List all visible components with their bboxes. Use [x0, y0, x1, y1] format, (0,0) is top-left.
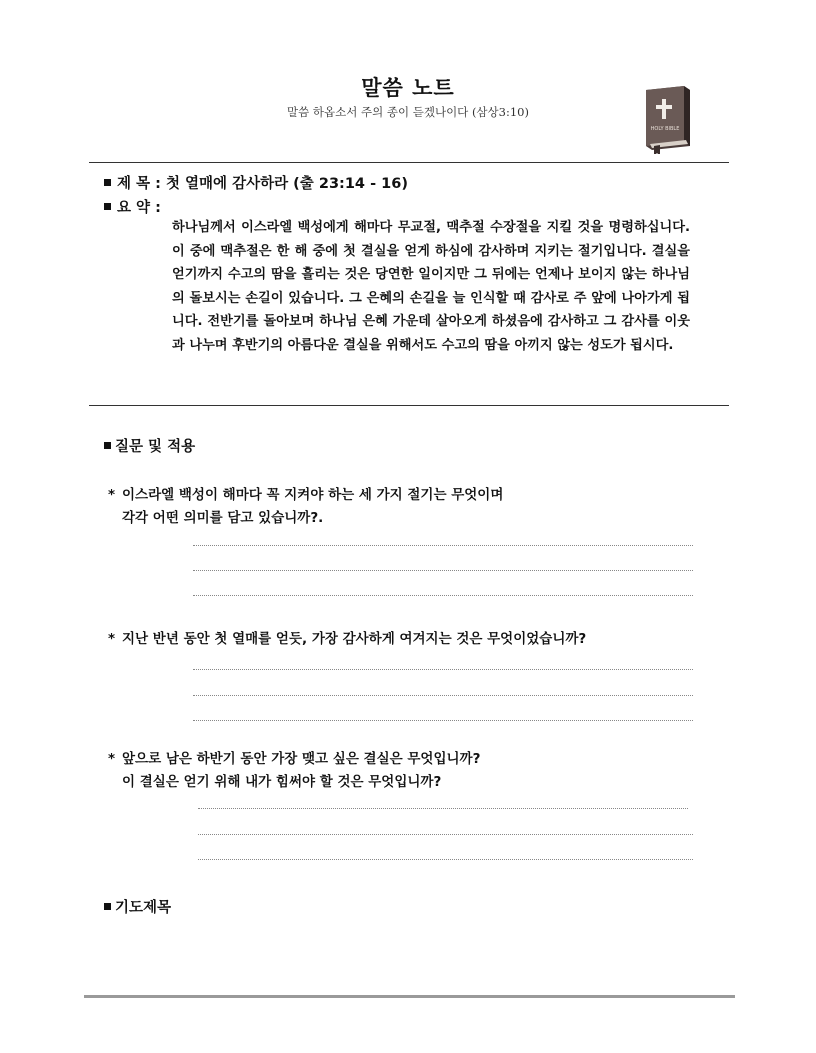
question-1-line1: 이스라엘 백성이 해마다 꼭 지켜야 하는 세 가지 절기는 무엇이며 — [122, 487, 504, 503]
answer-line[interactable] — [198, 808, 688, 809]
square-bullet-icon — [104, 203, 111, 210]
answer-line[interactable] — [198, 859, 693, 860]
summary-label: 요 약 : — [117, 200, 161, 216]
prayer-heading-text: 기도제목 — [115, 900, 172, 916]
question-1-line2: 각각 어떤 의미를 담고 있습니까?. — [122, 510, 324, 526]
bible-icon-label: HOLY BIBLE — [650, 126, 680, 132]
answer-line[interactable] — [193, 570, 693, 571]
answer-line[interactable] — [193, 669, 693, 670]
questions-heading-text: 질문 및 적용 — [115, 439, 196, 455]
asterisk-icon: * — [108, 487, 116, 503]
header-divider — [89, 162, 729, 163]
answer-line[interactable] — [193, 720, 693, 721]
summary-label-row — [104, 196, 161, 217]
square-bullet-icon — [104, 903, 111, 910]
answer-line[interactable] — [198, 834, 693, 835]
square-bullet-icon — [104, 442, 111, 449]
asterisk-icon: * — [108, 631, 116, 647]
answer-line[interactable] — [193, 595, 693, 596]
summary-divider — [89, 405, 729, 406]
page-title: 말씀 노트 — [361, 76, 455, 100]
asterisk-icon: * — [108, 751, 116, 767]
question-2-line1: 지난 반년 동안 첫 열매를 얻듯, 가장 감사하게 여겨지는 것은 무엇이었습니까? — [122, 631, 587, 647]
question-3-line2: 이 결실은 얻기 위해 내가 힘써야 할 것은 무엇입니까? — [122, 774, 442, 790]
sermon-title-label: 제 목 : — [117, 176, 161, 192]
sermon-title-row — [104, 172, 408, 193]
prayer-heading — [104, 896, 171, 917]
question-3 — [108, 748, 480, 794]
questions-heading — [104, 435, 195, 456]
sermon-title-text: 첫 열매에 감사하라 (출 23:14 - 16) — [165, 176, 408, 192]
square-bullet-icon — [104, 179, 111, 186]
page-subtitle: 말씀 하옵소서 주의 종이 듣겠나이다 (삼상3:10) — [287, 105, 529, 119]
summary-text: 하나님께서 이스라엘 백성에게 해마다 무교절, 맥추절 수장절을 지킬 것을 명령하십니다. 이 중에 맥추절은 한 해 중에 첫 결실을 얻게 하심에 감사하며 지키는 절기입니다. 결실을 얻기까지 수고의 땀을 흘리는 것은 당연한 일이지만 그 뒤에는 언제나 보이지 않는 하나님의 돌보시는 손길이 있습니다. 그 은혜의 손길을 늘 인식할 때 감사로 주 앞에 나아가게 됩니다. 전반기를 돌아보며 하나님 은혜 가운데 살아오게 하셨음에 감사하고 그 감사를 이웃과 나누며 후반기의 아름다운 결실을 위해서도 수고의 땀을 아끼지 않는 성도가 됩시다. — [172, 220, 690, 353]
answer-line[interactable] — [193, 695, 693, 696]
question-3-line1: 앞으로 남은 하반기 동안 가장 맺고 싶은 결실은 무엇입니까? — [122, 751, 481, 767]
footer-divider — [84, 995, 735, 998]
answer-line[interactable] — [193, 545, 693, 546]
question-1 — [108, 484, 503, 530]
bible-icon — [640, 84, 694, 154]
question-2 — [108, 628, 586, 651]
